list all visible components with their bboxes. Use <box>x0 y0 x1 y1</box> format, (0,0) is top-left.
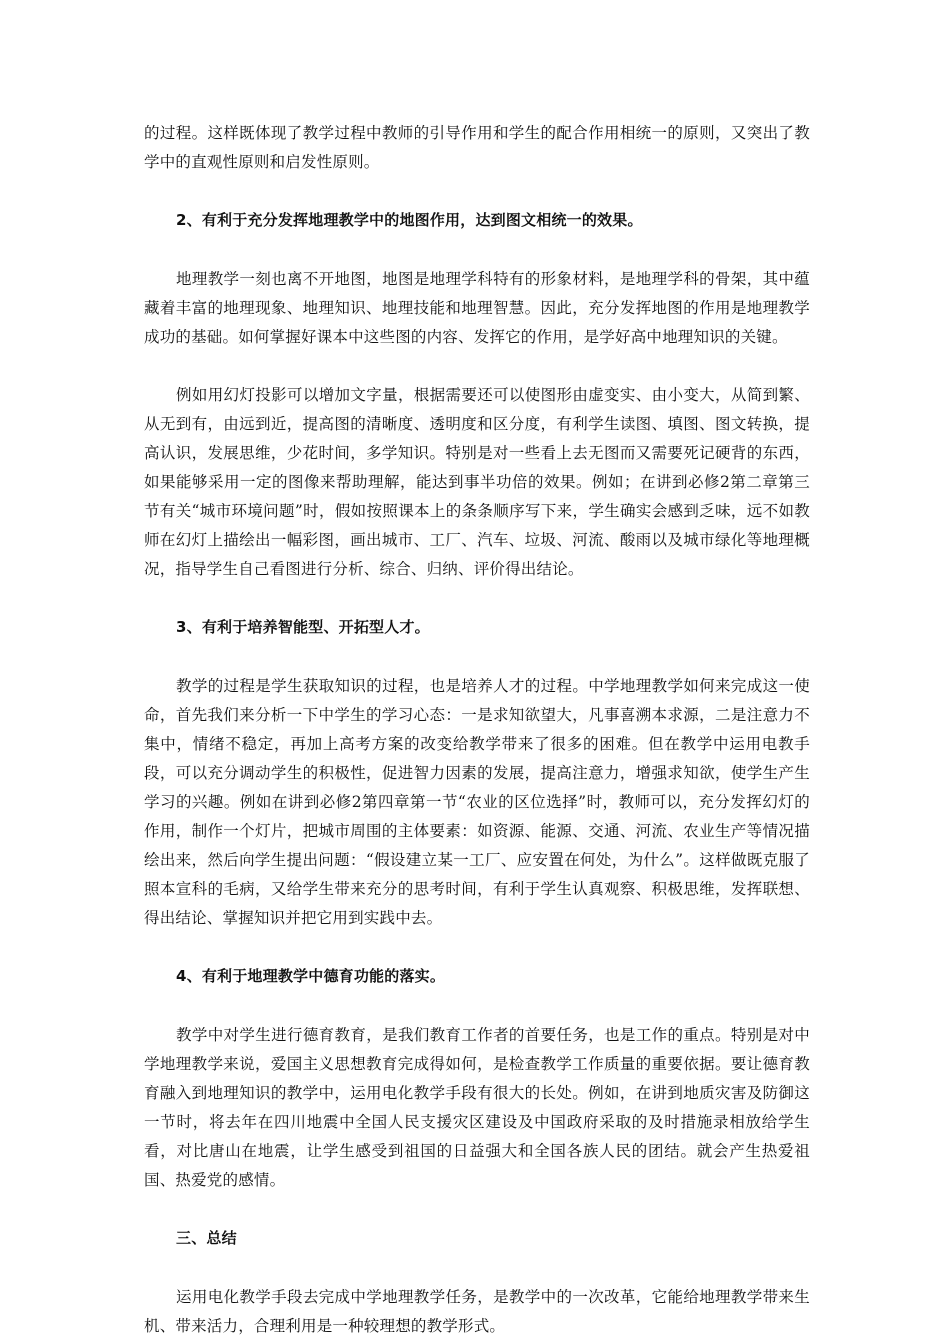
paragraph-summary: 运用电化教学手段去完成中学地理教学任务，是教学中的一次改革，它能给地理教学带来生机、带来活力，合理利用是一种较理想的教学形式。 <box>144 1288 810 1335</box>
section-heading-4: 4、有利于地理教学中德育功能的落实。 <box>176 967 446 985</box>
paragraph-talent-cultivation: 教学的过程是学生获取知识的过程，也是培养人才的过程。中学地理教学如何来完成这一使命，首先我们来分析一下中学生的学习心态：一是求知欲望大，凡事喜溯本求源，二是注意力不集中，情绪不稳定，再加上高考方案的改变给教学带来了很多的困难。但在教学中运用电教手段，可以充分调动学生的积极性，促进智力因素的发展，提高注意力，增强求知欲，使学生产生学习的兴趣。例如在讲到必修2第四章第一节“农业的区位选择”时，教师可以，充分发挥幻灯的作用，制作一个灯片，把城市周围的主体要素：如资源、能源、交通、河流、农业生产等情况描绘出来，然后向学生提出问题：“假设建立某一工厂、应安置在何处，为什么”。这样做既克服了照本宣科的毛病，又给学生带来充分的思考时间，有利于学生认真观察、积极思维，发挥联想、得出结论、掌握知识并把它用到实践中去。 <box>144 677 810 927</box>
section-heading-summary: 三、总结 <box>176 1229 237 1247</box>
paragraph-moral-education: 教学中对学生进行德育教育，是我们教育工作者的首要任务，也是工作的重点。特别是对中学地理教学来说，爱国主义思想教育完成得如何，是检查教学工作质量的重要依据。要让德育教育融入到地理知识的教学中，运用电化教学手段有很大的长处。例如，在讲到地质灾害及防御这一节时，将去年在四川地震中全国人民支援灾区建设及中国政府采取的及时措施录相放给学生看，对比唐山在地震，让学生感受到祖国的日益强大和全国各族人民的团结。就会产生热爱祖国、热爱党的感情。 <box>144 1026 810 1189</box>
section-heading-2: 2、有利于充分发挥地理教学中的地图作用，达到图文相统一的效果。 <box>176 211 643 229</box>
paragraph-map-importance: 地理教学一刻也离不开地图，地图是地理学科特有的形象材料，是地理学科的骨架，其中蕴藏着丰富的地理现象、地理知识、地理技能和地理智慧。因此，充分发挥地图的作用是地理教学成功的基础。如何掌握好课本中这些图的内容、发挥它的作用，是学好高中地理知识的关键。 <box>144 270 810 346</box>
paragraph-intro: 的过程。这样既体现了教学过程中教师的引导作用和学生的配合作用相统一的原则，又突出了教学中的直观性原则和启发性原则。 <box>144 124 810 171</box>
section-heading-3: 3、有利于培养智能型、开拓型人才。 <box>176 618 430 636</box>
document-body <box>144 119 810 1341</box>
paragraph-slide-projection-example: 例如用幻灯投影可以增加文字量，根据需要还可以使图形由虚变实、由小变大，从简到繁、从无到有，由远到近，提高图的清晰度、透明度和区分度，有利学生读图、填图、图文转换，提高认识，发展思维，少花时间，多学知识。特别是对一些看上去无图而又需要死记硬背的东西，如果能够采用一定的图像来帮助理解，能达到事半功倍的效果。例如；在讲到必修2第二章第三节有关“城市环境问题”时，假如按照课本上的条条顺序写下来，学生确实会感到乏味，远不如教师在幻灯上描绘出一幅彩图，画出城市、工厂、汽车、垃圾、河流、酸雨以及城市绿化等地理概况，指导学生自己看图进行分析、综合、归纳、评价得出结论。 <box>144 386 810 578</box>
